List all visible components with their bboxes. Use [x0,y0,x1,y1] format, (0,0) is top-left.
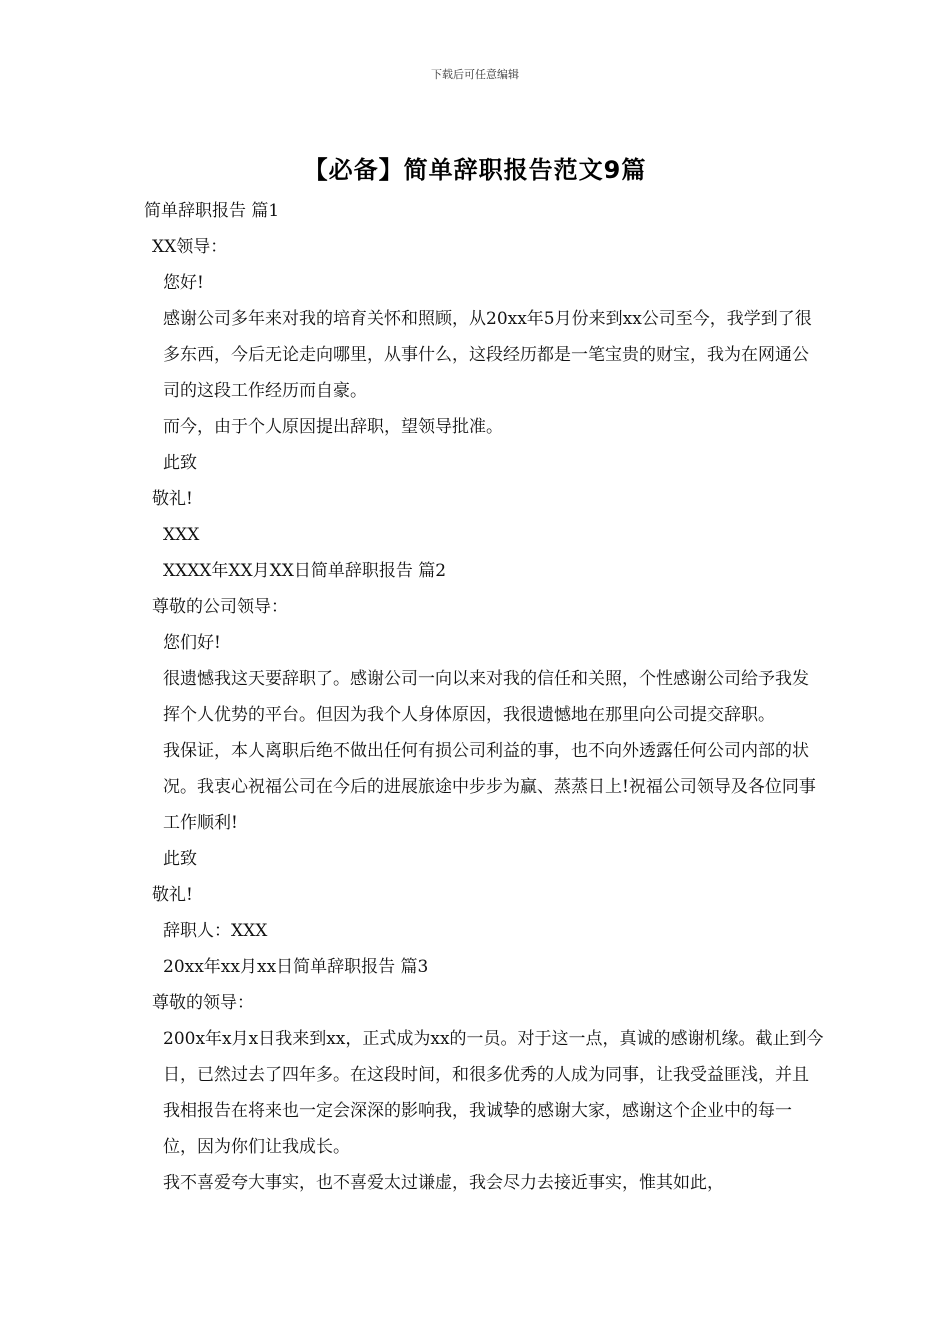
signature: XXX [163,525,200,545]
section-heading-1: 简单辞职报告 篇1 [144,201,280,221]
salutation: XX领导： [152,237,228,257]
closing: 此致 [163,453,197,473]
date-and-section-heading-3: 20xx年xx月xx日简单辞职报告 篇3 [163,957,429,977]
paragraph: 200x年x月x日我来到xx，正式成为xx的一员。对于这一点，真诚的感谢机缘。截止到今日，已然过去了四年多。在这段时间，和很多优秀的人成为同事，让我受益匪浅，并且我相报告在将来也一定会深深的影响我，我诚挚的感谢大家，感谢这个企业中的每一位，因为你们让我成长。 [163,1029,824,1157]
paragraph: 很遗憾我这天要辞职了。感谢公司一向以来对我的信任和关照，个性感谢公司给予我发挥个人优势的平台。但因为我个人身体原因，我很遗憾地在那里向公司提交辞职。 [163,669,809,725]
document-title: 【必备】简单辞职报告范文9篇 [303,156,647,184]
greeting: 您们好! [163,633,221,653]
document-body [144,193,824,1201]
closing: 敬礼! [152,489,193,509]
header-note: 下载后可任意编辑 [431,68,519,81]
paragraph: 我不喜爱夸大事实，也不喜爱太过谦虚，我会尽力去接近事实，惟其如此， [163,1173,724,1193]
signature: 辞职人：XXX [163,921,268,941]
greeting: 您好! [163,273,204,293]
salutation: 尊敬的领导： [152,993,254,1013]
paragraph: 感谢公司多年来对我的培育关怀和照顾，从20xx年5月份来到xx公司至今，我学到了很多东西，今后无论走向哪里，从事什么，这段经历都是一笔宝贵的财宝，我为在网通公司的这段工作经历而自豪。 [163,309,812,401]
closing: 敬礼! [152,885,193,905]
paragraph: 而今，由于个人原因提出辞职，望领导批准。 [163,417,503,437]
closing: 此致 [163,849,197,869]
paragraph: 我保证，本人离职后绝不做出任何有损公司利益的事，也不向外透露任何公司内部的状况。我衷心祝福公司在今后的进展旅途中步步为赢、蒸蒸日上!祝福公司领导及各位同事工作顺利! [163,741,816,833]
salutation: 尊敬的公司领导： [152,597,288,617]
date-and-section-heading-2: XXXX年XX月XX日简单辞职报告 篇2 [163,561,447,581]
